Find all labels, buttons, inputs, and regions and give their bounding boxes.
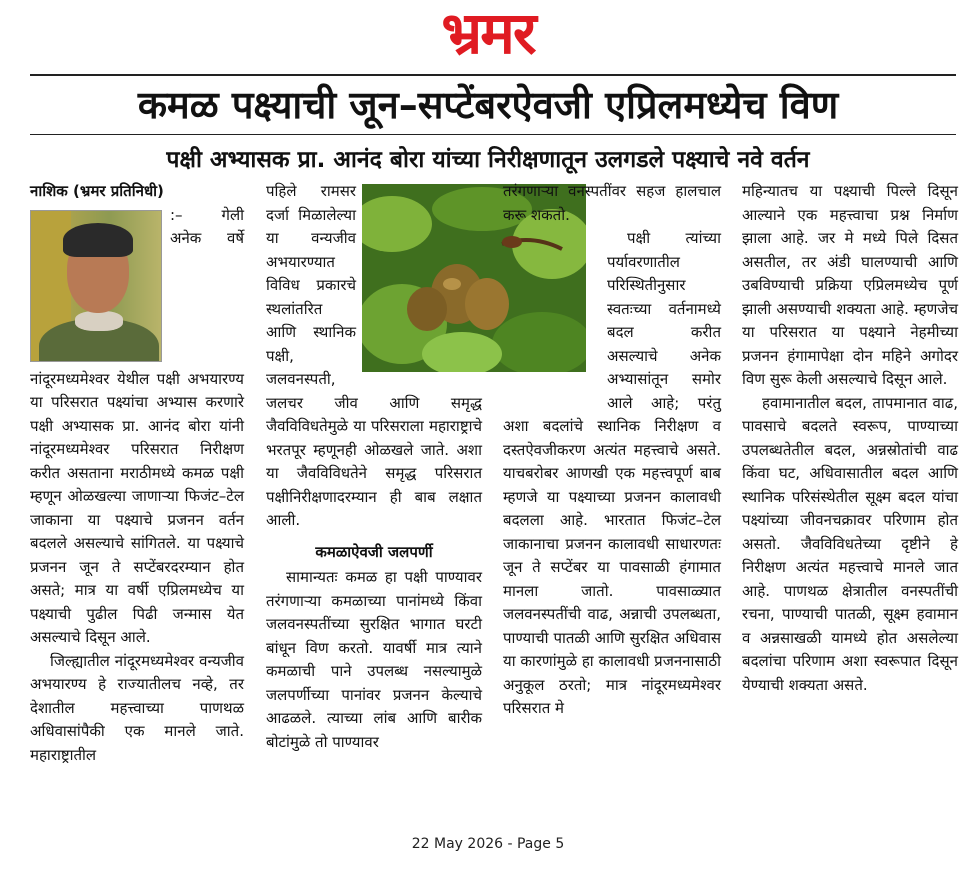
article-column-2	[266, 180, 482, 754]
image-spacer	[503, 227, 607, 415]
column-4-paragraph-2: हवामानातील बदल, तापमानात वाढ, पावसाचे बदलते स्वरूप, पाण्याच्या उपलब्धतेतील बदल, अन्नस्रोतांची वाढ किंवा घट, अधिवासातील बदल आणि स्थानिक परिसंस्थेतील सूक्ष्म बदल यांचा पक्ष्यांच्या जीवनचक्रावर परिणाम होत असतो. जैवविविधतेच्या दृष्टीने हे निरीक्षण अत्यंत महत्त्वाचे मानले जात आहे. पाणथळ क्षेत्रातील वनस्पतींची रचना, पाण्याची पातळी, सूक्ष्म हवामान व अन्नसाखळी यामध्ये होत असलेल्या बदलांचा परिणाम अशा स्वरूपात दिसून येण्याची शक्यता असते.	[742, 393, 958, 694]
column-2-paragraph-1: पहिले रामसर दर्जा मिळालेल्या या वन्यजीव अभयारण्यात विविध प्रकारचे स्थलांतरित आणि स्थानिक पक्षी, जलवनस्पती, जलचर जीव आणि समृद्ध जैवविविधतेमुळे या परिसराला महाराष्ट्राचे भरतपूर म्हणूनही ओळखले जाते. अशा या जैवविविधतेने समृद्ध परिसरात पक्षीनिरीक्षणादरम्यान ही बाब लक्षात आली.	[266, 182, 482, 529]
column-1-paragraph-1: :– गेली अनेक वर्षे नांदूरमध्यमेश्वर येथील पक्षी अभयारण्य या परिसरात पक्ष्यांचा अभ्यास करणारे पक्षी अभ्यासक प्रा. आनंद बोरा यांनी नांदूरमध्यमेश्वर परिसरात निरीक्षण करीत असताना मराठीमध्ये कमळ पक्षी म्हणून ओळखल्या जाणाऱ्या फिजंट–टेल जाकाना या पक्ष्याचे प्रजनन वर्तन बदलले असल्याचे सांगितले. या पक्ष्याचे प्रजनन जून ते सप्टेंबरदरम्यान होत असते; मात्र या वर्षी एप्रिलमध्येच या पक्ष्याची पुढील पिढी जन्मास येत असल्याचे दिसून आले.	[30, 205, 244, 646]
page-footer: 22 May 2026 - Page 5	[411, 836, 565, 852]
column-3-paragraph-2: पक्षी त्यांच्या पर्यावरणातील परिस्थितीनुसार स्वतःच्या वर्तनामध्ये बदल करीत असल्याचे अनेक अभ्यासांतून समोर आले आहे; परंतु अशा बदलांचे स्थानिक निरीक्षण व दस्तऐवजीकरण अत्यंत महत्त्वाचे असते. याचबरोबर आणखी एक महत्त्वपूर्ण बाब म्हणजे या पक्ष्याच्या प्रजनन कालावधी बदलला आहे. भारतात फिजंट–टेल जाकानाचा प्रजनन कालावधी साधारणतः जून ते सप्टेंबर या पावसाळी हंगामात मानला जातो. पावसाळ्यात जलवनस्पतींची वाढ, अन्नाची उपलब्धता, पाण्याची पातळी आणि सुरक्षित अधिवास या कारणांमुळे हा कालावधी प्रजननासाठी अनुकूल ठरतो; मात्र नांदूरमध्यमेश्वर परिसरात मे	[503, 229, 721, 717]
article-column-1	[30, 180, 244, 767]
author-photo	[30, 210, 162, 362]
newspaper-masthead: भ्रमर	[441, 0, 535, 67]
byline: नाशिक (भ्रमर प्रतिनिधी)	[30, 182, 164, 200]
section-subheading: कमळाऐवजी जलपर्णी	[315, 542, 433, 561]
article-column-4	[742, 180, 958, 697]
headline: कमळ पक्ष्याची जून–सप्टेंबरऐवजी एप्रिलमध्येच विण	[137, 83, 839, 127]
headline-rule	[30, 134, 956, 135]
article-column-3	[503, 180, 721, 721]
masthead-rule	[30, 74, 956, 76]
column-3-paragraph-1: तरंगणाऱ्या वनस्पतींवर सहज हालचाल करू शकतो.	[503, 182, 721, 224]
column-1-paragraph-2: जिल्ह्यातील नांदूरमध्यमेश्वर वन्यजीव अभयारण्य हे राज्यातीलच नव्हे, तर देशातील महत्त्वाच्या पाणथळ अधिवासांपैकी एक मानले जाते. महाराष्ट्रातील	[30, 651, 244, 764]
subheadline: पक्षी अभ्यासक प्रा. आनंद बोरा यांच्या निरीक्षणातून उलगडले पक्ष्याचे नवे वर्तन	[166, 147, 810, 173]
column-2-paragraph-2: सामान्यतः कमळ हा पक्षी पाण्यावर तरंगणाऱ्या कमळाच्या पानांमध्ये किंवा जलवनस्पतींच्या सुरक्षित भागात घरटी बांधून विण करतो. यावर्षी मात्र त्याने कमळाची पाने उपलब्ध नसल्यामुळे जलपर्णीच्या पानांवर प्रजनन केल्याचे आढळले. त्याच्या लांब आणि बारीक बोटांमुळे तो पाण्यावर	[266, 568, 482, 751]
column-4-paragraph-1: महिन्यातच या पक्ष्याची पिल्ले दिसून आल्याने एक महत्त्वाचा प्रश्न निर्माण झाला आहे. जर मे मध्ये पिले दिसत असतील, तर अंडी घालण्याची आणि उबविण्याची प्रक्रिया एप्रिलमध्येच पूर्ण झाली असण्याची शक्यता आहे. म्हणजेच या परिसरात या पक्ष्याने नेहमीच्या प्रजनन हंगामापेक्षा दोन महिने अगोदर विण सुरू केली असल्याचे दिसून आले.	[742, 182, 958, 388]
